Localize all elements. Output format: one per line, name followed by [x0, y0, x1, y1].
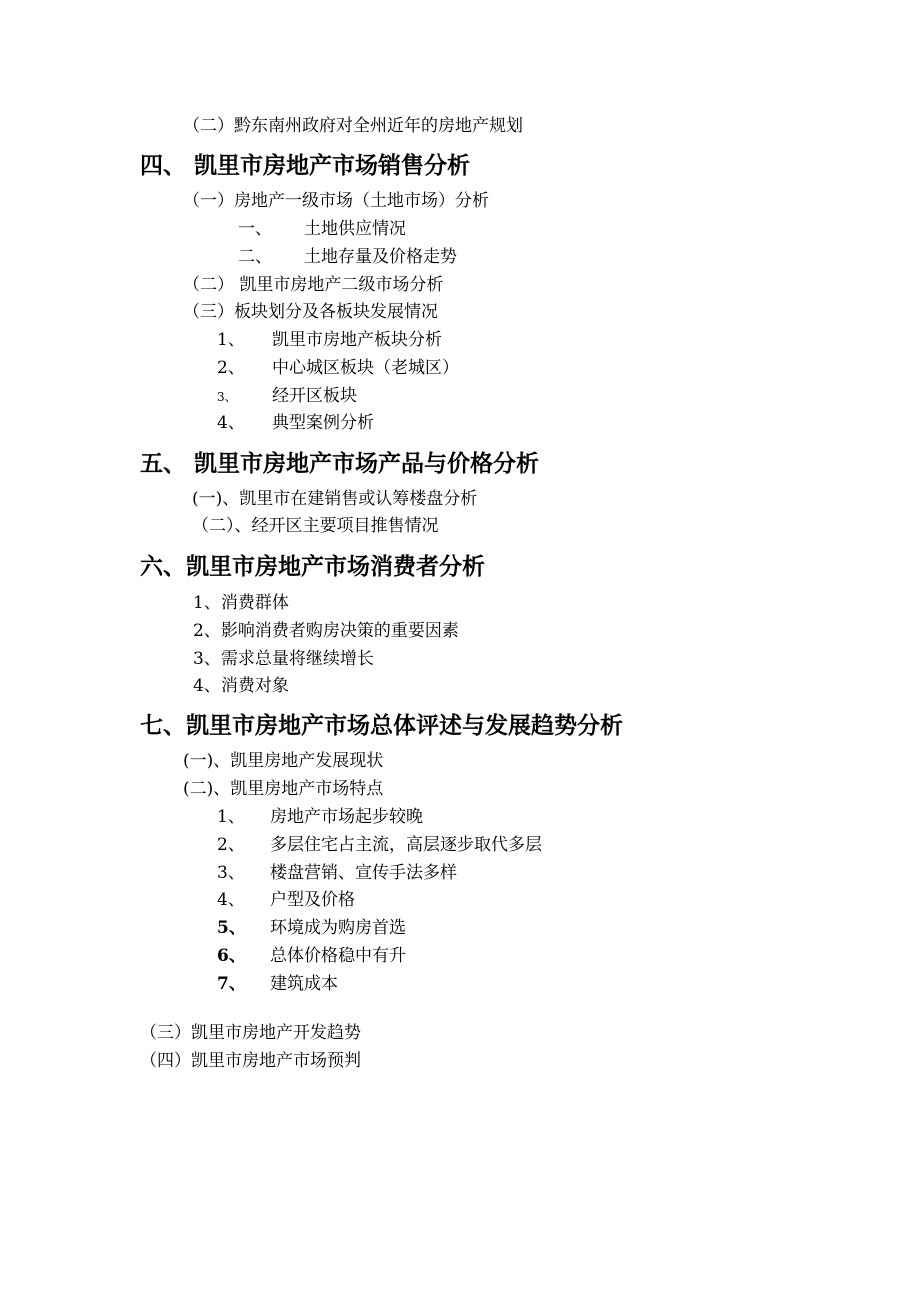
item-number: 4、 [217, 890, 245, 910]
item-number: 一、 [238, 219, 272, 239]
toc-s7-sub2-item-2 [217, 837, 542, 854]
toc-s5-sub2: （二）、经开区主要项目推售情况 [192, 516, 439, 536]
toc-s4-sub3-item-3 [217, 388, 357, 405]
item-number: 2、 [217, 835, 245, 855]
toc-s7-sub2-item-7 [217, 976, 338, 993]
toc-s7-sub2-item-5 [217, 920, 406, 937]
toc-s6-title: 六、凯里市房地产市场消费者分析 [140, 553, 485, 580]
item-number: 6、 [217, 946, 246, 966]
item-text: 总体价格稳中有升 [270, 946, 406, 966]
item-text: 经开区板块 [272, 386, 357, 406]
toc-s7-sub4: （四）凯里市房地产市场预判 [140, 1051, 361, 1071]
item-number: 3、 [217, 863, 245, 883]
toc-s4-sub3: （三）板块划分及各板块发展情况 [183, 302, 438, 322]
toc-s4-title: 四、 凯里市房地产市场销售分析 [140, 152, 471, 179]
item-number: 2、 [217, 358, 245, 378]
item-text: 户型及价格 [270, 890, 355, 910]
item-text: 土地存量及价格走势 [304, 247, 457, 267]
item-text: 中心城区板块（老城区） [272, 358, 459, 378]
toc-s4-sub2: （二） 凯里市房地产二级市场分析 [183, 275, 444, 295]
toc-s7-sub2: (二)、凯里房地产市场特点 [183, 779, 384, 799]
item-number: 二、 [238, 247, 272, 267]
item-text: 建筑成本 [270, 974, 338, 994]
toc-s4-sub1-item-2 [238, 249, 457, 266]
toc-s6-item-2: 2、影响消费者购房决策的重要因素 [193, 621, 459, 641]
item-number: 7、 [217, 974, 246, 994]
toc-s7-sub2-item-4 [217, 892, 355, 909]
item-text: 楼盘营销、宣传手法多样 [270, 863, 457, 883]
toc-s5-title: 五、 凯里市房地产市场产品与价格分析 [140, 450, 540, 477]
toc-s4-sub3-item-2 [217, 360, 459, 377]
item-text: 房地产市场起步较晚 [270, 807, 423, 827]
item-number: 1、 [217, 330, 245, 350]
toc-s6-item-3: 3、需求总量将继续增长 [193, 649, 374, 669]
toc-s7-sub2-item-6 [217, 948, 406, 965]
toc-s6-item-1: 1、消费群体 [193, 593, 289, 613]
item-number: 3、 [217, 390, 237, 404]
item-text: 多层住宅占主流，高层逐步取代多层 [270, 835, 542, 855]
toc-s7-sub3: （三）凯里市房地产开发趋势 [140, 1023, 361, 1043]
toc-s5-sub1: (一)、凯里市在建销售或认筹楼盘分析 [192, 489, 478, 509]
toc-s4-sub3-item-4 [217, 415, 374, 432]
toc-s6-item-4: 4、消费对象 [193, 676, 289, 696]
toc-s7-sub1: (一)、凯里房地产发展现状 [183, 751, 384, 771]
item-number: 5、 [217, 918, 246, 938]
toc-s7-sub2-item-1 [217, 809, 423, 826]
toc-s4-sub3-item-1 [217, 332, 442, 349]
item-text: 凯里市房地产板块分析 [272, 330, 442, 350]
toc-s7-title: 七、凯里市房地产市场总体评述与发展趋势分析 [140, 712, 623, 739]
toc-s7-sub2-item-3 [217, 865, 457, 882]
item-text: 典型案例分析 [272, 413, 374, 433]
item-text: 土地供应情况 [304, 219, 406, 239]
toc-s4-sub1: （一）房地产一级市场（土地市场）分析 [183, 191, 489, 211]
toc-s3-sub2: （二）黔东南州政府对全州近年的房地产规划 [183, 116, 523, 136]
toc-s4-sub1-item-1 [238, 221, 406, 238]
item-text: 环境成为购房首选 [270, 918, 406, 938]
item-number: 1、 [217, 807, 245, 827]
item-number: 4、 [217, 413, 245, 433]
